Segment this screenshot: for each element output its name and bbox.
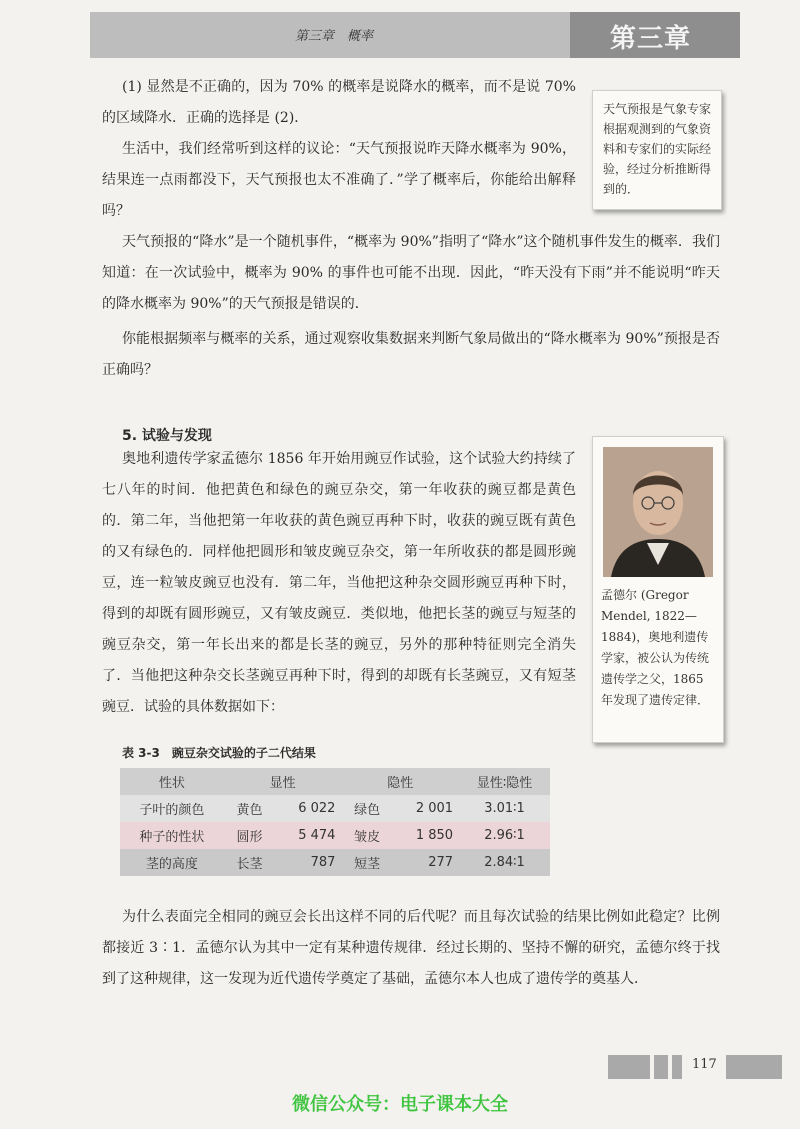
cell-recessive: 皱皮 [354, 830, 381, 845]
chapter-badge [570, 12, 740, 58]
header-recessive: 隐性 [387, 776, 414, 791]
cell-trait: 茎的高度 [145, 857, 198, 872]
cell-dominant-count: 5 474 [298, 828, 336, 843]
table-row [120, 849, 550, 876]
cell-trait: 种子的性状 [139, 830, 205, 845]
cell-dominant: 长茎 [236, 857, 263, 872]
paragraph-2: 生活中，我们经常听到这样的议论：“天气预报说昨天降水概率为 90%，结果连一点雨都没下，天气预报也太不准确了．”学了概率后，你能给出解释吗？ [102, 141, 576, 219]
sidenote-text: 天气预报是气象专家根据观测到的气象资料和专家们的实际经验，经过分析推断得到的． [603, 102, 712, 196]
chapter-badge-text: 第三章 [610, 24, 692, 54]
table-row [120, 795, 550, 822]
cell-recessive: 绿色 [354, 803, 381, 818]
mendel-portrait-image [603, 447, 713, 577]
portrait-card [592, 436, 724, 743]
pea-cross-table [120, 768, 550, 876]
cell-dominant: 黄色 [236, 803, 263, 818]
paragraph-1: (1) 显然是不正确的，因为 70% 的概率是说降水的概率，而不是说 70% 的区域降水．正确的选择是 (2)． [102, 79, 576, 126]
cell-ratio: 3.01∶1 [484, 801, 525, 816]
paragraph-6: 为什么表面完全相同的豌豆会长出这样不同的后代呢？而且每次试验的结果比例如此稳定？比例都接近 3∶1．孟德尔认为其中一定有某种遗传规律．经过长期的、坚持不懈的研究，孟德尔终于找到了这种规律，这一发现为近代遗传学奠定了基础，孟德尔本人也成了遗传学的奠基人． [102, 909, 720, 987]
cell-recessive-count: 1 850 [415, 828, 454, 843]
table-caption: 表 3-3 豌豆杂交试验的子二代结果 [122, 746, 316, 760]
sidenote-weather [592, 90, 722, 210]
cell-trait: 子叶的颜色 [139, 803, 205, 818]
cell-dominant-count: 6 022 [298, 801, 336, 816]
cell-ratio: 2.84∶1 [484, 855, 525, 870]
cell-dominant: 圆形 [236, 830, 263, 845]
paragraph-4: 你能根据频率与概率的关系，通过观察收集数据来判断气象局做出的“降水概率为 90%”预报是否正确吗？ [102, 331, 720, 378]
cell-ratio: 2.96∶1 [484, 828, 525, 843]
paragraph-5: 奥地利遗传学家孟德尔 1856 年开始用豌豆作试验，这个试验大约持续了七八年的时间．他把黄色和绿色的豌豆杂交，第一年收获的豌豆都是黄色的．第二年，当他把第一年收获的黄色豌豆再种下时，收获的豌豆既有黄色的又有绿色的．同样他把圆形和皱皮豌豆杂交，第一年所收获的都是圆形豌豆，连一粒皱皮豌豆也没有．第二年，当他把这种杂交圆形豌豆再种下时，得到的却既有圆形豌豆，又有皱皮豌豆．类似地，他把长茎的豌豆与短茎的豌豆杂交，第一年长出来的都是长茎的豌豆，另外的那种特征则完全消失了．当他把这种杂交长茎豌豆再种下时，得到的却既有长茎豌豆，又有短茎豌豆．试验的具体数据如下： [102, 451, 576, 715]
cell-recessive: 短茎 [354, 857, 381, 872]
cell-recessive-count: 2 001 [415, 801, 454, 816]
portrait-caption: 孟德尔 (Gregor Mendel, 1822—1884)，奥地利遗传学家，被公认为传统遗传学之父，1865 年发现了遗传定律． [601, 588, 710, 707]
cell-dominant-count: 787 [310, 855, 336, 870]
header-ratio: 显性∶隐性 [476, 776, 533, 791]
section-title: 5. 试验与发现 [122, 428, 212, 444]
header-dominant: 显性 [269, 776, 296, 791]
chapter-label: 第三章 概率 [295, 29, 374, 44]
paragraph-3: 天气预报的“降水”是一个随机事件，“概率为 90%”指明了“降水”这个随机事件发生的概率．我们知道：在一次试验中，概率为 90% 的事件也可能不出现．因此，“昨天没有下雨”并不能说明“昨天的降水概率为 90%”的天气预报是错误的． [102, 234, 720, 312]
cell-recessive-count: 277 [428, 855, 454, 870]
table-row [120, 822, 550, 849]
header-trait: 性状 [158, 776, 185, 791]
chapter-header [90, 12, 740, 58]
watermark-text: 微信公众号：电子课本大全 [292, 1094, 508, 1115]
table-header-row [120, 768, 550, 795]
page-number: 117 [688, 1057, 721, 1072]
